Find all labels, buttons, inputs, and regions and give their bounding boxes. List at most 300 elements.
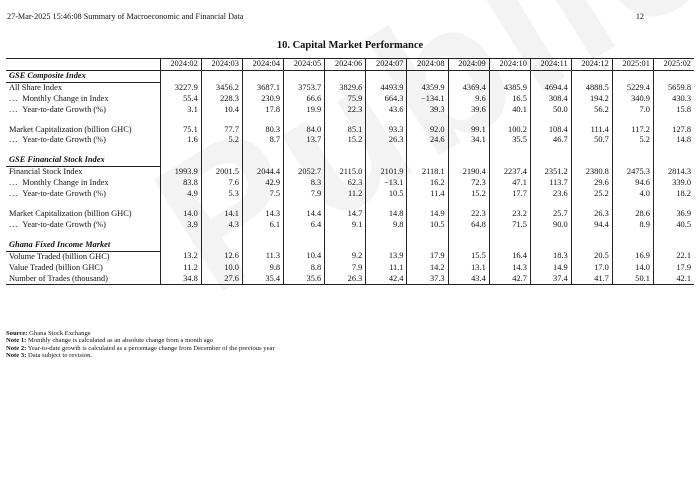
value-cell: 7.6 <box>201 178 242 189</box>
footnote <box>6 345 275 352</box>
value-cell: 25.2 <box>571 189 612 200</box>
empty-cell <box>160 116 201 125</box>
value-cell: 84.0 <box>284 125 325 136</box>
empty-cell <box>366 200 407 209</box>
row-label-text: All Share Index <box>9 82 63 92</box>
indent-marker: ... <box>9 178 19 188</box>
row-label-text: Market Capitalization (billion GHC) <box>9 124 132 134</box>
value-cell: 14.0 <box>612 263 653 274</box>
value-cell: 15.8 <box>653 105 694 116</box>
row-label <box>6 209 160 220</box>
value-cell: 22.3 <box>448 209 489 220</box>
empty-cell <box>160 200 201 209</box>
row-label <box>6 167 160 178</box>
table-row <box>6 167 694 178</box>
value-cell: 2118.1 <box>407 167 448 178</box>
value-cell: 14.0 <box>160 209 201 220</box>
value-cell: 50.1 <box>612 274 653 285</box>
empty-cell <box>201 70 242 82</box>
value-cell: 83.8 <box>160 178 201 189</box>
empty-cell <box>653 231 694 240</box>
row-label-text: Number of Trades (thousand) <box>9 273 108 283</box>
value-cell: 17.9 <box>653 263 694 274</box>
section-heading: Ghana Fixed Income Market <box>6 240 160 251</box>
value-cell: 6.1 <box>242 220 283 231</box>
empty-cell <box>571 231 612 240</box>
value-cell: 50.0 <box>530 105 571 116</box>
page-header <box>7 12 644 21</box>
empty-cell <box>653 200 694 209</box>
row-label <box>6 135 160 146</box>
value-cell: 43.4 <box>448 274 489 285</box>
value-cell: 15.5 <box>448 251 489 262</box>
empty-cell <box>571 200 612 209</box>
empty-cell <box>489 116 530 125</box>
section-heading: GSE Financial Stock Index <box>6 155 160 166</box>
empty-cell <box>284 240 325 251</box>
row-label <box>6 178 160 189</box>
value-cell: 14.7 <box>325 209 366 220</box>
value-cell: 94.4 <box>571 220 612 231</box>
value-cell: 14.8 <box>653 135 694 146</box>
value-cell: 19.9 <box>284 105 325 116</box>
value-cell: 15.2 <box>325 135 366 146</box>
footnote-text: Ghana Stock Exchange <box>29 330 91 337</box>
value-cell: 4888.5 <box>571 82 612 93</box>
empty-cell <box>653 240 694 251</box>
value-cell: 340.9 <box>612 94 653 105</box>
empty-cell <box>653 155 694 166</box>
value-cell: 2001.5 <box>201 167 242 178</box>
table-row <box>6 82 694 93</box>
value-cell: 23.2 <box>489 209 530 220</box>
value-cell: 111.4 <box>571 125 612 136</box>
row-label <box>6 274 160 285</box>
table-row <box>6 105 694 116</box>
column-header: 2024:02 <box>160 59 201 71</box>
empty-cell <box>201 116 242 125</box>
value-cell: 9.1 <box>325 220 366 231</box>
indent-marker: ... <box>9 135 19 145</box>
value-cell: 14.2 <box>407 263 448 274</box>
value-cell: 13.2 <box>160 251 201 262</box>
value-cell: 117.2 <box>612 125 653 136</box>
empty-cell <box>284 155 325 166</box>
row-label <box>6 82 160 93</box>
empty-cell <box>407 200 448 209</box>
empty-cell <box>448 146 489 155</box>
empty-cell <box>284 231 325 240</box>
value-cell: 71.5 <box>489 220 530 231</box>
empty-cell <box>612 116 653 125</box>
row-label-text: Volume Traded (billion GHC) <box>9 251 110 261</box>
footnote-key: Note 1: <box>6 337 27 345</box>
empty-cell <box>571 70 612 82</box>
value-cell: 10.0 <box>201 263 242 274</box>
value-cell: 108.4 <box>530 125 571 136</box>
row-label-text: Monthly Change in Index <box>22 93 109 103</box>
empty-cell <box>407 70 448 82</box>
value-cell: 4.0 <box>612 189 653 200</box>
value-cell: 26.3 <box>366 135 407 146</box>
empty-cell <box>242 70 283 82</box>
table-row <box>6 135 694 146</box>
column-header: 2024:03 <box>201 59 242 71</box>
value-cell: 8.9 <box>612 220 653 231</box>
empty-cell <box>407 231 448 240</box>
value-cell: 37.3 <box>407 274 448 285</box>
empty-cell <box>366 146 407 155</box>
empty-cell <box>284 146 325 155</box>
value-cell: 35.5 <box>489 135 530 146</box>
value-cell: −134.1 <box>407 94 448 105</box>
value-cell: 14.3 <box>489 263 530 274</box>
value-cell: 25.7 <box>530 209 571 220</box>
empty-cell <box>242 155 283 166</box>
column-header: 2024:08 <box>407 59 448 71</box>
empty-cell <box>489 200 530 209</box>
row-label-text: Year-to-date Growth (%) <box>22 189 106 199</box>
row-label-text: Year-to-date Growth (%) <box>22 104 106 114</box>
empty-cell <box>489 70 530 82</box>
footnote <box>6 337 275 344</box>
value-cell: 23.6 <box>530 189 571 200</box>
value-cell: 46.7 <box>530 135 571 146</box>
empty-cell <box>612 146 653 155</box>
empty-cell <box>612 70 653 82</box>
empty-cell <box>160 155 201 166</box>
value-cell: 3753.7 <box>284 82 325 93</box>
row-label-text: Year-to-date Growth (%) <box>22 135 106 145</box>
value-cell: 230.9 <box>242 94 283 105</box>
value-cell: 2475.3 <box>612 167 653 178</box>
empty-cell <box>612 240 653 251</box>
capital-market-table <box>6 58 694 285</box>
value-cell: 430.3 <box>653 94 694 105</box>
value-cell: 62.3 <box>325 178 366 189</box>
value-cell: 29.6 <box>571 178 612 189</box>
value-cell: 42.4 <box>366 274 407 285</box>
footnote-text: Year-to-date growth is calculated as a percentage change from December of the previous year <box>27 344 275 352</box>
value-cell: 39.6 <box>448 105 489 116</box>
empty-cell <box>530 155 571 166</box>
row-label <box>6 105 160 116</box>
empty-cell <box>325 146 366 155</box>
empty-cell <box>201 200 242 209</box>
empty-cell <box>407 116 448 125</box>
value-cell: 308.4 <box>530 94 571 105</box>
indent-marker: ... <box>9 189 19 199</box>
empty-cell <box>448 70 489 82</box>
value-cell: 14.9 <box>407 209 448 220</box>
value-cell: 26.3 <box>325 274 366 285</box>
row-label <box>6 251 160 262</box>
value-cell: 3.1 <box>160 105 201 116</box>
empty-cell <box>489 231 530 240</box>
value-cell: 2814.3 <box>653 167 694 178</box>
value-cell: 5659.8 <box>653 82 694 93</box>
value-cell: 3.9 <box>160 220 201 231</box>
empty-cell <box>530 240 571 251</box>
value-cell: 28.6 <box>612 209 653 220</box>
empty-cell <box>201 146 242 155</box>
value-cell: 35.4 <box>242 274 283 285</box>
value-cell: 24.6 <box>407 135 448 146</box>
value-cell: 56.2 <box>571 105 612 116</box>
empty-cell <box>325 155 366 166</box>
empty-cell <box>6 231 160 240</box>
value-cell: 4.9 <box>160 189 201 200</box>
empty-cell <box>325 116 366 125</box>
value-cell: 10.5 <box>366 189 407 200</box>
value-cell: 11.4 <box>407 189 448 200</box>
value-cell: 664.3 <box>366 94 407 105</box>
empty-cell <box>242 146 283 155</box>
empty-cell <box>160 70 201 82</box>
value-cell: 20.5 <box>571 251 612 262</box>
value-cell: 39.3 <box>407 105 448 116</box>
empty-cell <box>489 155 530 166</box>
row-label <box>6 220 160 231</box>
value-cell: 16.9 <box>612 251 653 262</box>
value-cell: 64.8 <box>448 220 489 231</box>
empty-cell <box>489 146 530 155</box>
table-row <box>6 125 694 136</box>
footnote-text: Monthly change is calculated as an absolute change from a month ago <box>27 337 214 345</box>
table-row <box>6 220 694 231</box>
value-cell: 14.9 <box>530 263 571 274</box>
value-cell: 14.1 <box>201 209 242 220</box>
empty-cell <box>571 240 612 251</box>
empty-cell <box>325 231 366 240</box>
spacer-row <box>6 231 694 240</box>
value-cell: 10.5 <box>407 220 448 231</box>
empty-cell <box>571 116 612 125</box>
value-cell: 1.6 <box>160 135 201 146</box>
value-cell: 4.3 <box>201 220 242 231</box>
empty-cell <box>489 240 530 251</box>
corner-cell <box>6 59 160 71</box>
value-cell: 40.1 <box>489 105 530 116</box>
empty-cell <box>407 155 448 166</box>
value-cell: 4369.4 <box>448 82 489 93</box>
value-cell: 40.5 <box>653 220 694 231</box>
value-cell: 37.4 <box>530 274 571 285</box>
row-label-text: Financial Stock Index <box>9 167 83 177</box>
value-cell: 4385.9 <box>489 82 530 93</box>
value-cell: 9.8 <box>366 220 407 231</box>
value-cell: 3456.2 <box>201 82 242 93</box>
column-header: 2024:04 <box>242 59 283 71</box>
value-cell: 16.2 <box>407 178 448 189</box>
empty-cell <box>366 240 407 251</box>
value-cell: 85.1 <box>325 125 366 136</box>
value-cell: 113.7 <box>530 178 571 189</box>
value-cell: 90.0 <box>530 220 571 231</box>
page-number: 12 <box>635 12 644 21</box>
value-cell: 194.2 <box>571 94 612 105</box>
value-cell: 11.2 <box>325 189 366 200</box>
empty-cell <box>201 231 242 240</box>
value-cell: 2052.7 <box>284 167 325 178</box>
value-cell: 10.4 <box>284 251 325 262</box>
empty-cell <box>407 240 448 251</box>
value-cell: −13.1 <box>366 178 407 189</box>
value-cell: 26.3 <box>571 209 612 220</box>
indent-marker: ... <box>9 93 19 103</box>
value-cell: 2115.0 <box>325 167 366 178</box>
empty-cell <box>448 155 489 166</box>
value-cell: 94.6 <box>612 178 653 189</box>
value-cell: 35.6 <box>284 274 325 285</box>
value-cell: 3829.6 <box>325 82 366 93</box>
value-cell: 42.7 <box>489 274 530 285</box>
value-cell: 15.2 <box>448 189 489 200</box>
value-cell: 47.1 <box>489 178 530 189</box>
value-cell: 11.1 <box>366 263 407 274</box>
table-row <box>6 274 694 285</box>
row-label-text: Monthly Change in Index <box>22 178 109 188</box>
value-cell: 50.7 <box>571 135 612 146</box>
empty-cell <box>6 200 160 209</box>
table-body <box>6 70 694 285</box>
value-cell: 14.8 <box>366 209 407 220</box>
value-cell: 27.6 <box>201 274 242 285</box>
value-cell: 7.0 <box>612 105 653 116</box>
table-row <box>6 178 694 189</box>
value-cell: 11.2 <box>160 263 201 274</box>
empty-cell <box>242 240 283 251</box>
value-cell: 75.1 <box>160 125 201 136</box>
value-cell: 2351.2 <box>530 167 571 178</box>
section-heading-row <box>6 70 694 82</box>
row-label-text: Year-to-date Growth (%) <box>22 219 106 229</box>
row-label <box>6 263 160 274</box>
column-header: 2025:01 <box>612 59 653 71</box>
table-row <box>6 263 694 274</box>
row-label <box>6 189 160 200</box>
empty-cell <box>612 155 653 166</box>
value-cell: 2101.9 <box>366 167 407 178</box>
column-header: 2024:06 <box>325 59 366 71</box>
value-cell: 14.3 <box>242 209 283 220</box>
value-cell: 42.1 <box>653 274 694 285</box>
empty-cell <box>160 240 201 251</box>
value-cell: 13.7 <box>284 135 325 146</box>
value-cell: 34.8 <box>160 274 201 285</box>
value-cell: 4694.4 <box>530 82 571 93</box>
value-cell: 4359.9 <box>407 82 448 93</box>
value-cell: 17.7 <box>489 189 530 200</box>
empty-cell <box>653 70 694 82</box>
value-cell: 42.9 <box>242 178 283 189</box>
value-cell: 75.9 <box>325 94 366 105</box>
value-cell: 339.0 <box>653 178 694 189</box>
empty-cell <box>284 200 325 209</box>
value-cell: 2044.4 <box>242 167 283 178</box>
footnote <box>6 330 275 337</box>
value-cell: 7.9 <box>325 263 366 274</box>
table-row <box>6 94 694 105</box>
value-cell: 17.9 <box>407 251 448 262</box>
empty-cell <box>530 70 571 82</box>
value-cell: 8.3 <box>284 178 325 189</box>
empty-cell <box>6 116 160 125</box>
empty-cell <box>571 155 612 166</box>
row-label-text: Value Traded (billion GHC) <box>9 262 103 272</box>
column-header: 2024:11 <box>530 59 571 71</box>
column-header: 2025:02 <box>653 59 694 71</box>
column-header: 2024:12 <box>571 59 612 71</box>
empty-cell <box>612 200 653 209</box>
section-heading-row <box>6 155 694 166</box>
value-cell: 17.8 <box>242 105 283 116</box>
empty-cell <box>242 200 283 209</box>
empty-cell <box>160 231 201 240</box>
value-cell: 22.3 <box>325 105 366 116</box>
value-cell: 77.7 <box>201 125 242 136</box>
empty-cell <box>530 200 571 209</box>
value-cell: 10.4 <box>201 105 242 116</box>
value-cell: 2380.8 <box>571 167 612 178</box>
value-cell: 99.1 <box>448 125 489 136</box>
table-row <box>6 251 694 262</box>
empty-cell <box>653 116 694 125</box>
value-cell: 6.4 <box>284 220 325 231</box>
value-cell: 3227.9 <box>160 82 201 93</box>
row-label <box>6 94 160 105</box>
empty-cell <box>530 231 571 240</box>
column-header-row <box>6 59 694 71</box>
empty-cell <box>160 146 201 155</box>
column-header: 2024:07 <box>366 59 407 71</box>
empty-cell <box>612 231 653 240</box>
footnote <box>6 352 275 359</box>
empty-cell <box>448 240 489 251</box>
value-cell: 5.2 <box>201 135 242 146</box>
value-cell: 13.1 <box>448 263 489 274</box>
value-cell: 36.9 <box>653 209 694 220</box>
value-cell: 11.3 <box>242 251 283 262</box>
value-cell: 34.1 <box>448 135 489 146</box>
value-cell: 18.2 <box>653 189 694 200</box>
row-label-text: Market Capitalization (billion GHC) <box>9 208 132 218</box>
value-cell: 5.3 <box>201 189 242 200</box>
value-cell: 9.2 <box>325 251 366 262</box>
value-cell: 66.6 <box>284 94 325 105</box>
table-row <box>6 209 694 220</box>
empty-cell <box>325 70 366 82</box>
indent-marker: ... <box>9 219 19 229</box>
empty-cell <box>242 231 283 240</box>
empty-cell <box>407 146 448 155</box>
empty-cell <box>448 231 489 240</box>
value-cell: 2190.4 <box>448 167 489 178</box>
spacer-row <box>6 200 694 209</box>
empty-cell <box>653 146 694 155</box>
value-cell: 3687.1 <box>242 82 283 93</box>
column-header: 2024:10 <box>489 59 530 71</box>
value-cell: 2237.4 <box>489 167 530 178</box>
empty-cell <box>530 116 571 125</box>
value-cell: 55.4 <box>160 94 201 105</box>
empty-cell <box>242 116 283 125</box>
value-cell: 13.9 <box>366 251 407 262</box>
empty-cell <box>448 116 489 125</box>
value-cell: 4493.9 <box>366 82 407 93</box>
value-cell: 17.0 <box>571 263 612 274</box>
empty-cell <box>284 70 325 82</box>
